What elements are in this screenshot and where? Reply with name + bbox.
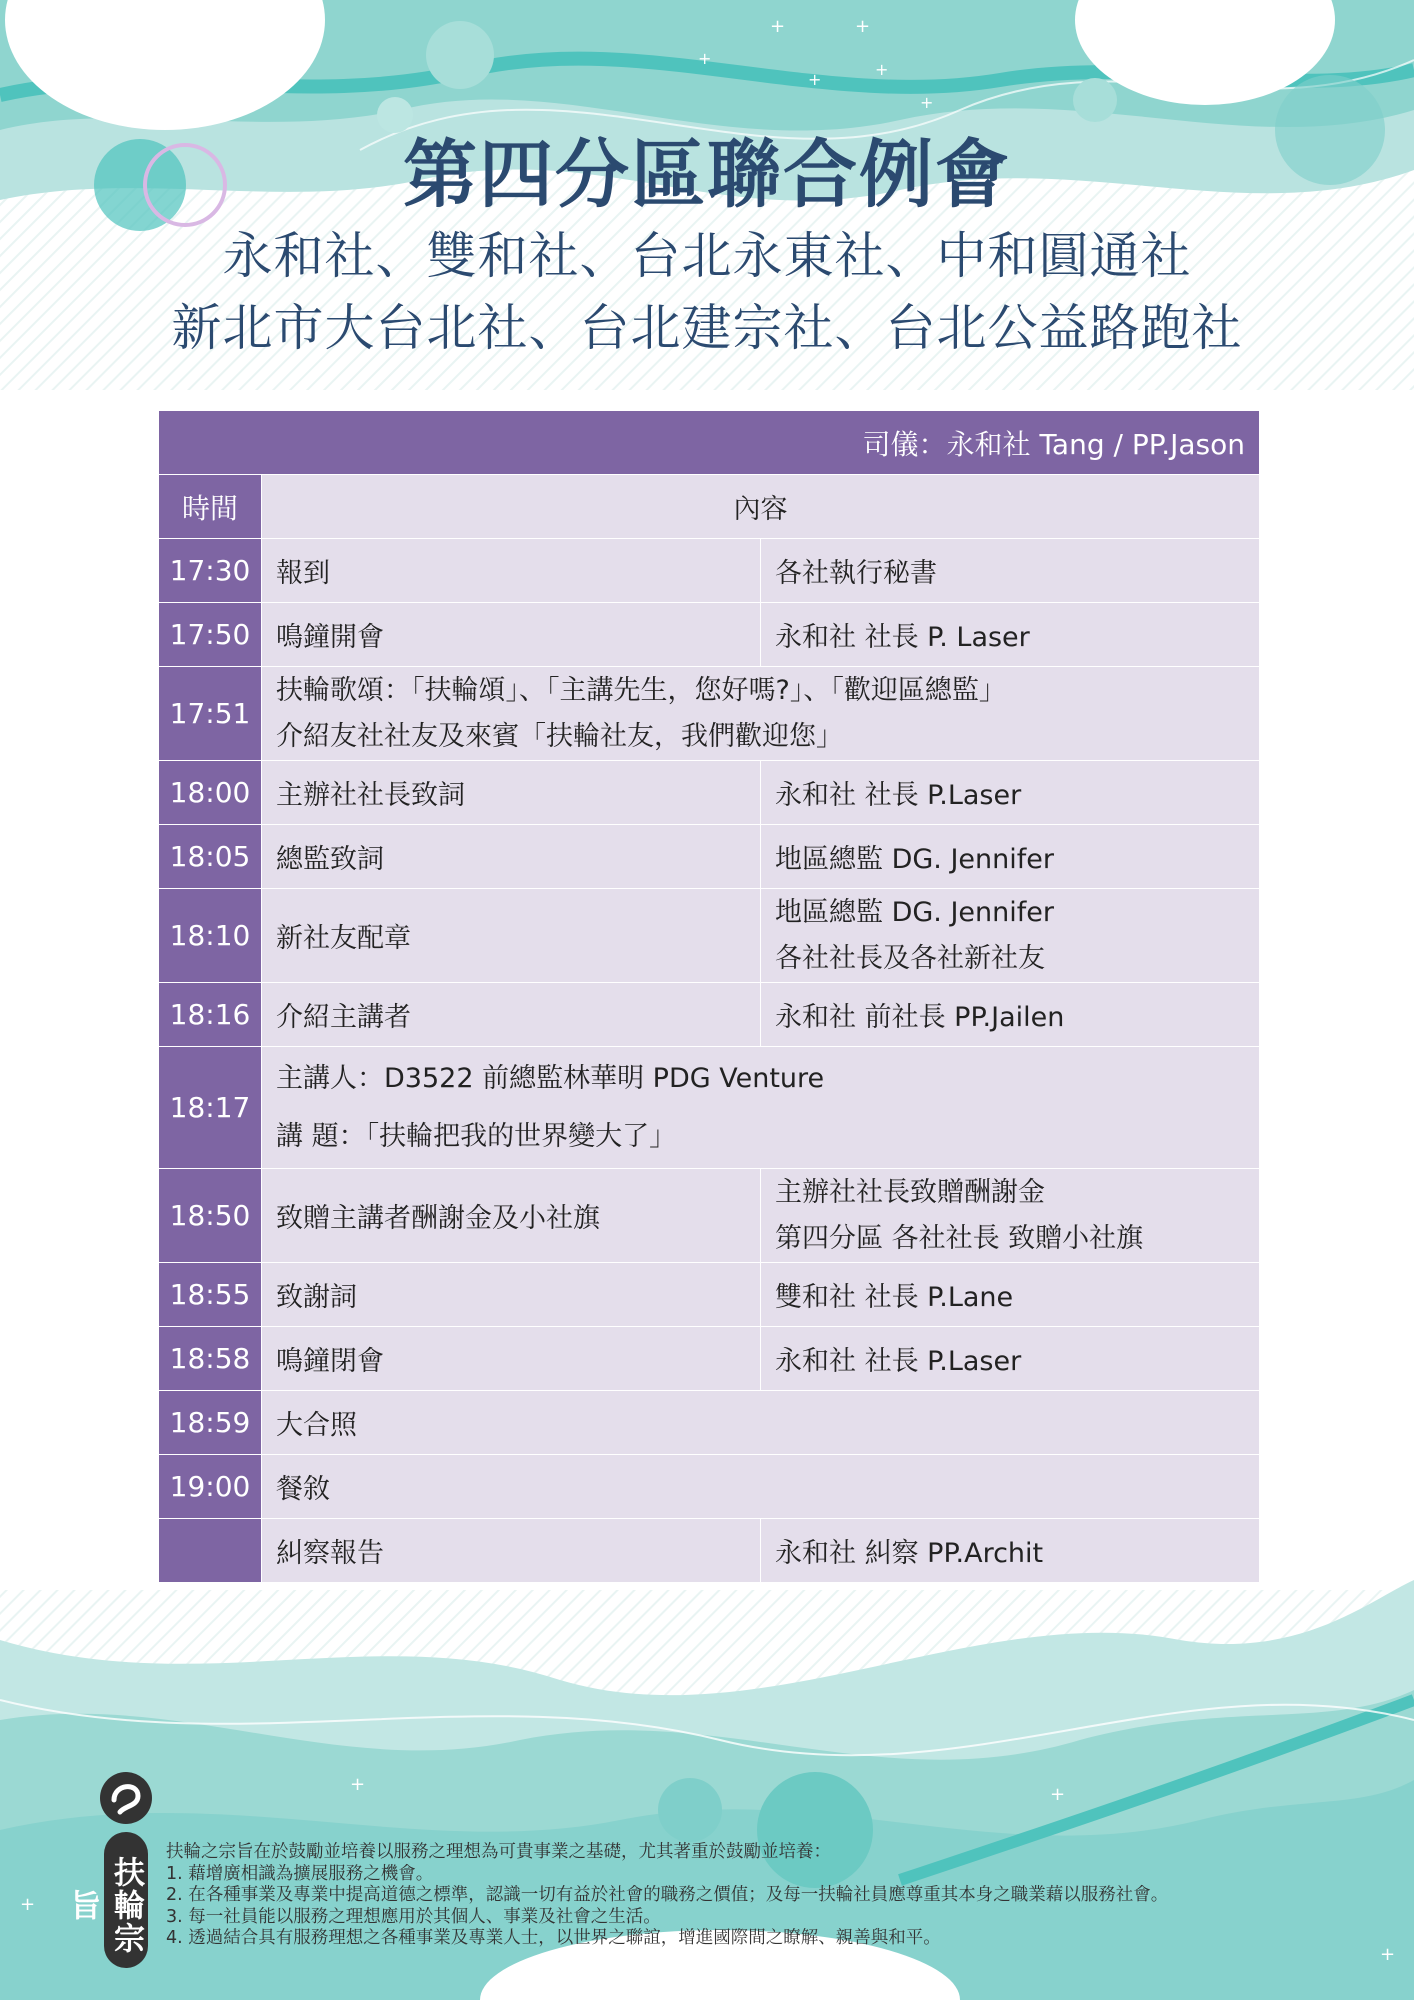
row-line-2: 介紹友社社友及來賓「扶輪社友，我們歡迎您」 (276, 720, 843, 752)
motto-intro: 扶輪之宗旨在於鼓勵並培養以服務之理想為可貴事業之基礎，尤其著重於鼓勵並培養： (166, 1842, 831, 1862)
row-item: 致贈主講者酬謝金及小社旗 (262, 1169, 761, 1263)
row-person-line-1: 主辦社社長致贈酬謝金 (775, 1176, 1045, 1208)
svg-text:+: + (875, 60, 889, 79)
rotary-motto-logo (64, 1770, 154, 1970)
row-item: 大合照 (262, 1391, 1260, 1455)
motto-item: 2. 在各種事業及專業中提高道德之標準，認識一切有益於社會的職務之價值；及每一扶輪社員應尊重其本身之職業藉以服務社會。 (166, 1885, 1169, 1905)
row-person: 各社執行秘書 (761, 539, 1260, 603)
row-item: 總監致詞 (262, 825, 761, 889)
row-line-1: 主講人：D3522 前總監林華明 PDG Venture (276, 1062, 825, 1094)
row-person: 永和社 糾察 PP.Archit (761, 1519, 1260, 1583)
svg-text:+: + (698, 49, 712, 68)
svg-text:+: + (770, 16, 786, 37)
row-time: 18:05 (159, 825, 262, 889)
row-time: 17:50 (159, 603, 262, 667)
header-row (159, 475, 1260, 539)
svg-text:+: + (855, 16, 871, 37)
row-time: 18:10 (159, 889, 262, 983)
svg-text:+: + (920, 93, 934, 112)
table-row (159, 1391, 1260, 1455)
row-line-1: 扶輪歌頌：「扶輪頌」、「主講先生，您好嗎?」、「歡迎區總監」 (276, 674, 1006, 706)
row-line-2: 講 題：「扶輪把我的世界變大了」 (276, 1120, 677, 1152)
poster-header (0, 130, 1414, 364)
row-item: 鳴鐘閉會 (262, 1327, 761, 1391)
table-row (159, 539, 1260, 603)
row-time: 18:58 (159, 1327, 262, 1391)
svg-text:+: + (350, 1774, 366, 1795)
subtitle-line-1: 永和社、雙和社、台北永東社、中和圓通社 (222, 227, 1192, 285)
row-person-line-2: 各社社長及各社新社友 (775, 942, 1045, 974)
row-time: 17:30 (159, 539, 262, 603)
row-person: 雙和社 社長 P.Lane (761, 1263, 1260, 1327)
row-item: 糾察報告 (262, 1519, 761, 1583)
row-time: 18:50 (159, 1169, 262, 1263)
table-row (159, 1169, 1260, 1263)
row-person: 永和社 社長 P.Laser (761, 1327, 1260, 1391)
row-person: 永和社 社長 P.Laser (761, 761, 1260, 825)
row-time: 18:59 (159, 1391, 262, 1455)
row-person: 永和社 前社長 PP.Jailen (761, 983, 1260, 1047)
content-header: 內容 (262, 475, 1260, 539)
row-person: 永和社 社長 P. Laser (761, 603, 1260, 667)
table-row (159, 1263, 1260, 1327)
motto-item: 3. 每一社員能以服務之理想應用於其個人、事業及社會之生活。 (166, 1906, 661, 1927)
table-row (159, 667, 1260, 761)
row-time: 18:00 (159, 761, 262, 825)
table-row (159, 603, 1260, 667)
row-person-line-1: 地區總監 DG. Jennifer (775, 896, 1054, 928)
table-row (159, 825, 1260, 889)
svg-text:+: + (1050, 1784, 1066, 1805)
table-row (159, 889, 1260, 983)
row-person (761, 889, 1260, 983)
svg-text:+: + (1380, 1944, 1396, 1965)
time-header: 時間 (159, 475, 262, 539)
row-time (159, 1519, 262, 1583)
mc-row (159, 411, 1260, 475)
logo-label: 扶輪宗旨 (64, 1855, 144, 1955)
row-item: 新社友配章 (262, 889, 761, 983)
row-person: 地區總監 DG. Jennifer (761, 825, 1260, 889)
table-row (159, 1327, 1260, 1391)
row-item: 主辦社社長致詞 (262, 761, 761, 825)
row-item: 餐敘 (262, 1455, 1260, 1519)
row-item: 鳴鐘開會 (262, 603, 761, 667)
row-item-merged (262, 667, 1260, 761)
table-row (159, 1519, 1260, 1583)
table-row (159, 1047, 1260, 1169)
table-row (159, 1455, 1260, 1519)
schedule-table (158, 410, 1260, 1583)
row-time: 19:00 (159, 1455, 262, 1519)
row-item: 介紹主講者 (262, 983, 761, 1047)
row-person (761, 1169, 1260, 1263)
row-time: 18:17 (159, 1047, 262, 1169)
svg-text:+: + (20, 1894, 36, 1915)
motto-item: 4. 透過結合具有服務理想之各種事業及專業人士，以世界之聯誼，增進國際間之瞭解、親善與和平。 (166, 1928, 941, 1948)
row-time: 17:51 (159, 667, 262, 761)
svg-text:+: + (808, 70, 822, 89)
page-title: 第四分區聯合例會 (403, 132, 1011, 218)
row-time: 18:16 (159, 983, 262, 1047)
table-row (159, 983, 1260, 1047)
row-item: 致謝詞 (262, 1263, 761, 1327)
mc-cell: 司儀：永和社 Tang / PP.Jason (159, 411, 1260, 475)
row-item-merged (262, 1047, 1260, 1169)
row-item: 報到 (262, 539, 761, 603)
table-row (159, 761, 1260, 825)
motto-item: 1. 藉增廣相識為擴展服務之機會。 (166, 1863, 434, 1884)
row-time: 18:55 (159, 1263, 262, 1327)
rotary-motto-text (166, 1842, 1366, 1950)
subtitle-line-2: 新北市大台北社、台北建宗社、台北公益路跑社 (171, 299, 1243, 357)
row-person-line-2: 第四分區 各社社長 致贈小社旗 (775, 1222, 1144, 1254)
